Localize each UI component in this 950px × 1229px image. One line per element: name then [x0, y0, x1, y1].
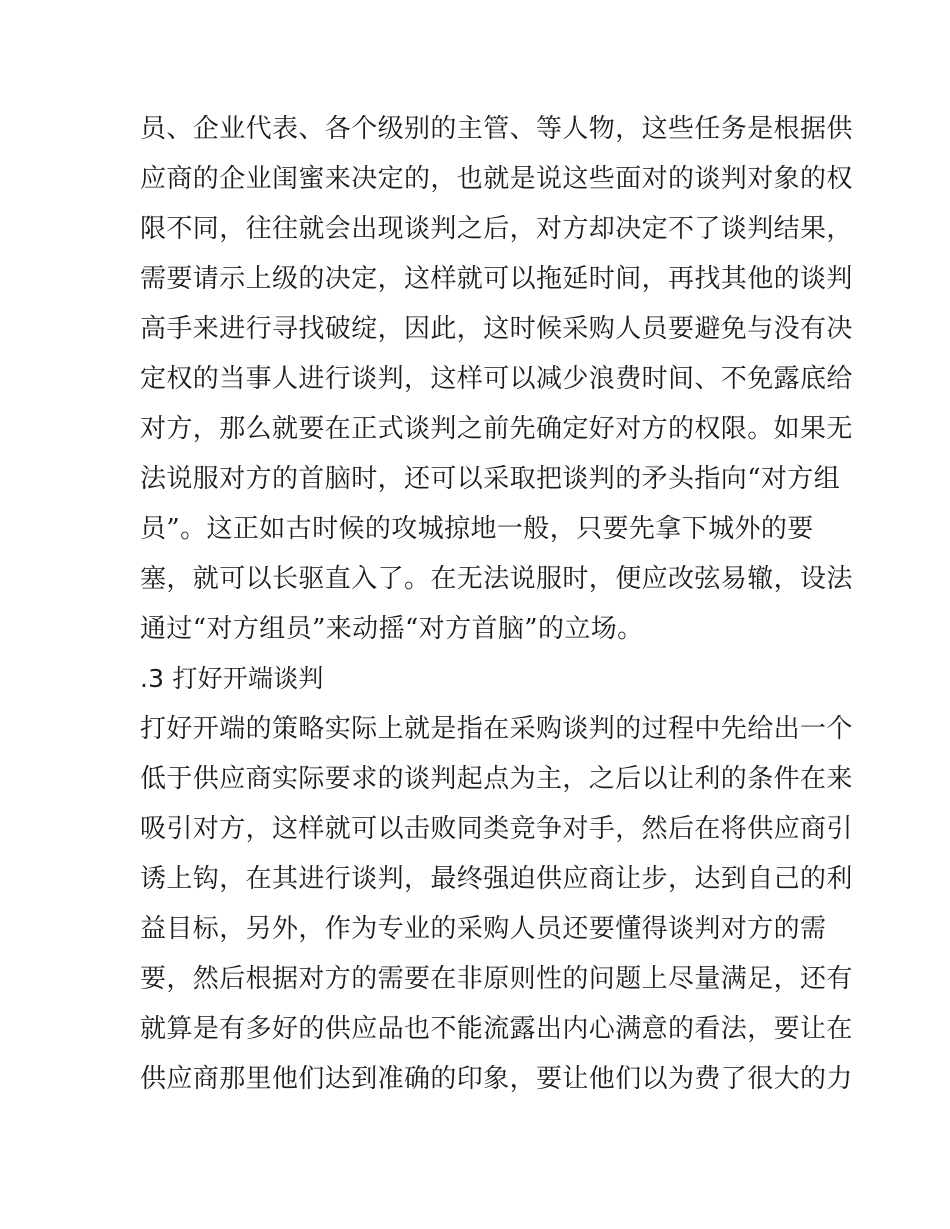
- paragraph-2-line-5: 益目标，另外，作为专业的采购人员还要懂得谈判对方的需: [140, 914, 827, 944]
- paragraph-1-line-5: 高手来进行寻找破绽，因此，这时候采购人员要避免与没有决: [140, 314, 853, 344]
- paragraph-1-line-8: 法说服对方的首脑时，还可以采取把谈判的矛头指向“对方组: [140, 464, 841, 494]
- paragraph-2-line-4: 诱上钩，在其进行谈判，最终强迫供应商让步，达到自己的利: [140, 864, 853, 894]
- paragraph-2-line-1: 打好开端的策略实际上就是指在采购谈判的过程中先给出一个: [140, 714, 853, 744]
- paragraph-1-line-10: 塞，就可以长驱直入了。在无法说服时，便应改弦易辙，设法: [140, 564, 853, 594]
- paragraph-2-line-8: 供应商那里他们达到准确的印象，要让他们以为费了很大的力: [140, 1064, 853, 1094]
- paragraph-1-line-4: 需要请示上级的决定，这样就可以拖延时间，再找其他的谈判: [140, 264, 853, 294]
- paragraph-1-line-7: 对方，那么就要在正式谈判之前先确定好对方的权限。如果无: [140, 414, 853, 444]
- paragraph-1-line-2: 应商的企业闺蜜来决定的，也就是说这些面对的谈判对象的权: [140, 164, 853, 194]
- paragraph-2-line-7: 就算是有多好的供应品也不能流露出内心满意的看法，要让在: [140, 1014, 853, 1044]
- paragraph-2-line-3: 吸引对方，这样就可以击败同类竞争对手，然后在将供应商引: [140, 814, 853, 844]
- paragraph-1-line-6: 定权的当事人进行谈判，这样可以减少浪费时间、不免露底给: [140, 364, 853, 394]
- paragraph-1-line-1: 员、企业代表、各个级别的主管、等人物，这些任务是根据供: [140, 114, 853, 144]
- paragraph-2-line-2: 低于供应商实际要求的谈判起点为主，之后以让利的条件在来: [140, 764, 853, 794]
- paragraph-1-line-11: 通过“对方组员”来动摇“对方首脑”的立场。: [140, 614, 644, 644]
- section-heading: .3 打好开端谈判: [140, 664, 324, 693]
- paragraph-2-line-6: 要，然后根据对方的需要在非原则性的问题上尽量满足，还有: [140, 964, 853, 994]
- paragraph-1-line-3: 限不同，往往就会出现谈判之后，对方却决定不了谈判结果，: [140, 214, 853, 244]
- paragraph-1-line-9: 员”。这正如古时候的攻城掠地一般，只要先拿下城外的要: [140, 514, 814, 544]
